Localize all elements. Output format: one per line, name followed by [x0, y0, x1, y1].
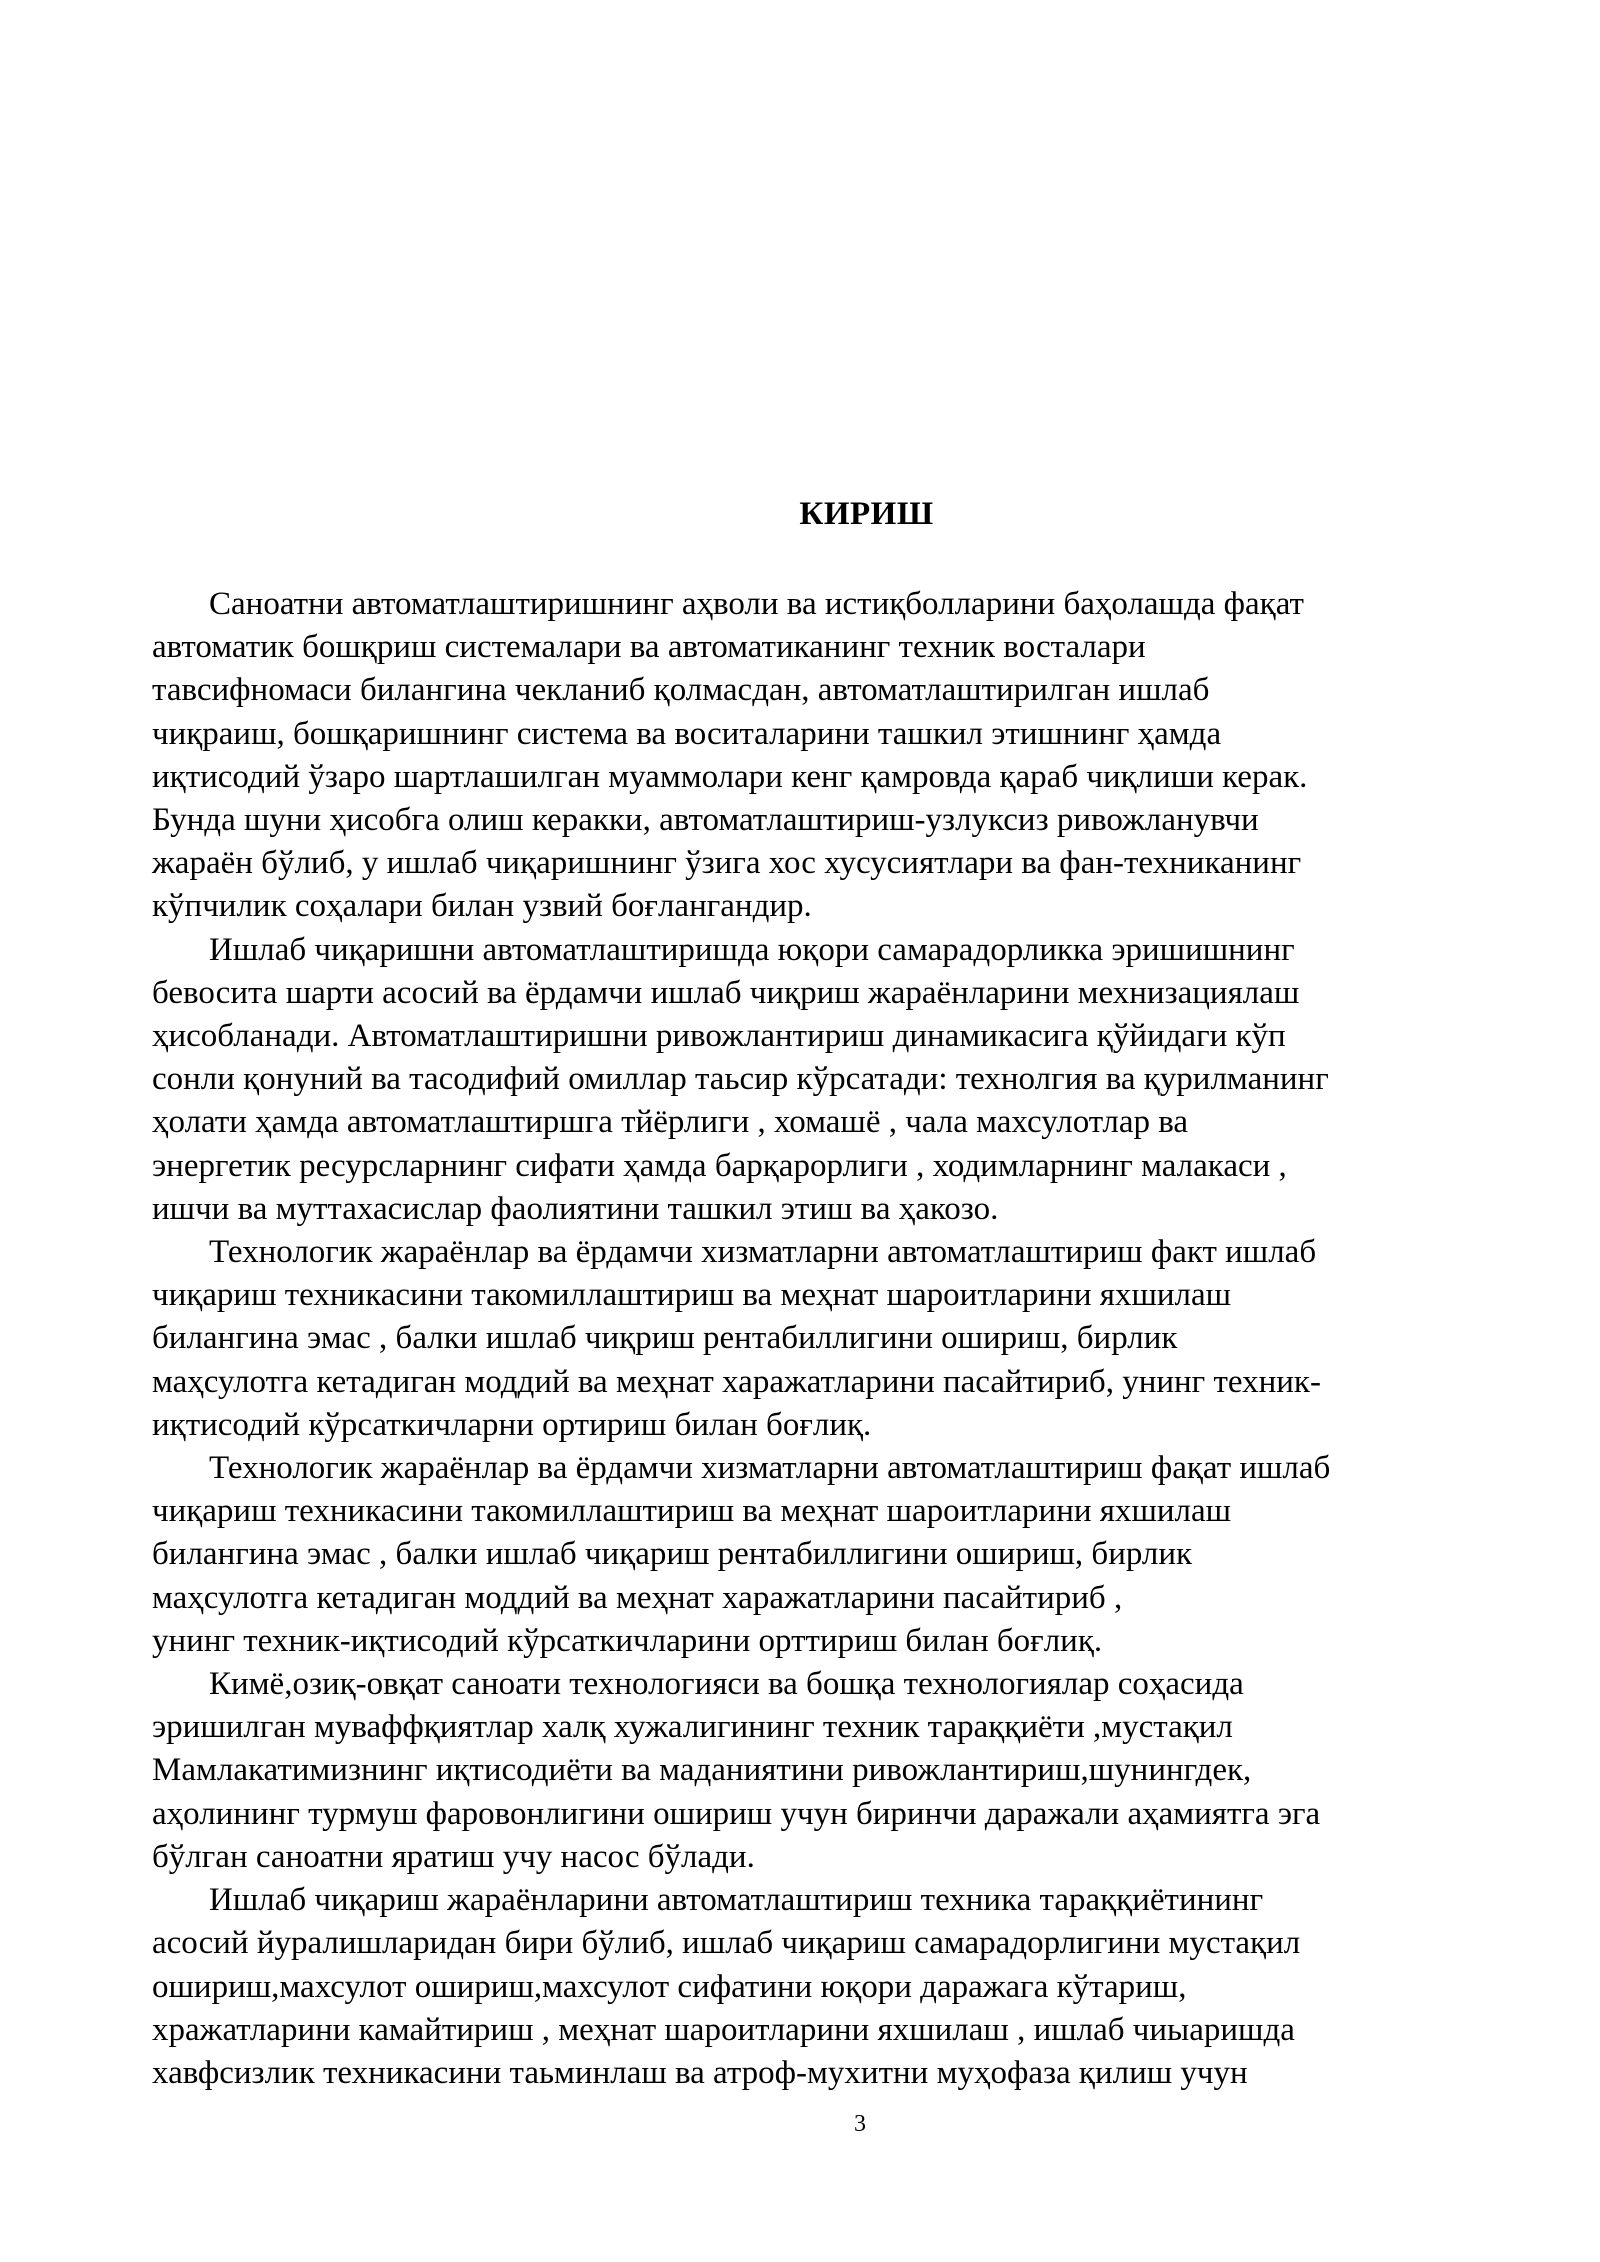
text-line: ҳисобланади. Автоматлаштиришни ривожлантириш динамикасига қўйидаги кўп — [152, 1018, 1286, 1055]
text-line: бўлган саноатни яратиш учу насос бўлади. — [152, 1838, 755, 1875]
text-line: ҳолати ҳамда автоматлаштиршга тйёрлиги , хомашё , чала махсулотлар ва — [152, 1104, 1189, 1141]
text-line: эришилган муваффқиятлар халқ хужалигининг техник тараққиёти ,мустақил — [152, 1709, 1233, 1746]
text-line: маҳсулотга кетадиган моддий ва меҳнат харажатларини пасайтириб, унинг техник- — [152, 1363, 1321, 1400]
text-line: Ишлаб чиқаришни автоматлаштиришда юқори самарадорликка эришишнинг — [209, 931, 1295, 968]
text-line: Технологик жараёнлар ва ёрдамчи хизматларни автоматлаштириш фақат ишлаб — [209, 1450, 1331, 1487]
page-title: КИРИШ — [799, 496, 934, 532]
text-line: иқтисодий ўзаро шартлашилган муаммолари кенг қамровда қараб чиқлиши керак. — [152, 758, 1308, 795]
text-line: сонли қонуний ва тасодифий омиллар таьсир кўрсатади: технолгия ва қурилманинг — [152, 1061, 1329, 1098]
text-line: унинг техник-иқтисодий кўрсаткичларини орттириш билан боғлиқ. — [152, 1622, 1103, 1659]
paragraph-6 — [152, 1879, 1500, 2095]
text-line: Кимё,озиқ-овқат саноати технологияси ва бошқа технологиялар соҳасида — [209, 1666, 1244, 1703]
text-line: чиқариш техникасини такомиллаштириш ва меҳнат шароитларини яхшилаш — [152, 1493, 1232, 1530]
body-text — [152, 583, 1500, 2095]
paragraph-2 — [152, 929, 1500, 1231]
text-line: ошириш,махсулот ошириш,махсулот сифатини юқори даражага кўтариш, — [152, 1968, 1187, 2005]
text-line: Ишлаб чиқариш жараёнларини автоматлаштириш техника тараққиётининг — [209, 1882, 1264, 1919]
text-line: иқтисодий кўрсаткичларни ортириш билан боғлиқ. — [152, 1406, 872, 1443]
paragraph-1 — [152, 583, 1500, 929]
text-line: билангина эмас , балки ишлаб чиқариш рентабиллигини ошириш, бирлик — [152, 1536, 1193, 1573]
text-line: тавсифномаси билангина чекланиб қолмасдан, автоматлаштирилган ишлаб — [152, 672, 1210, 709]
text-line: хавфсизлик техникасини таьминлаш ва атроф-мухитни муҳофаза қилиш учун — [152, 2054, 1248, 2091]
text-line: аҳолининг турмуш фаровонлигини ошириш учун биринчи даражали аҳамиятга эга — [152, 1795, 1321, 1832]
text-line: хражатларини камайтириш , меҳнат шароитларини яхшилаш , ишлаб чиыаришда — [152, 2011, 1295, 2048]
text-line: Мамлакатимизнинг иқтисодиёти ва маданиятини ривожлантириш,шунингдек, — [152, 1752, 1252, 1789]
text-line: Технологик жараёнлар ва ёрдамчи хизматларни автоматлаштириш факт ишлаб — [209, 1234, 1317, 1271]
text-line: чиқраиш, бошқаришнинг система ва воситаларини ташкил этишнинг ҳамда — [152, 715, 1222, 752]
text-line: энергетик ресурсларнинг сифати ҳамда барқарорлиги , ходимларнинг малакаси , — [152, 1147, 1287, 1184]
text-line: бевосита шарти асосий ва ёрдамчи ишлаб чиқриш жараёнларини мехнизациялаш — [152, 974, 1300, 1011]
paragraph-5 — [152, 1663, 1500, 1879]
text-line: чиқариш техникасини такомиллаштириш ва меҳнат шароитларини яхшилаш — [152, 1277, 1232, 1314]
text-line: автоматик бошқриш системалари ва автоматиканинг техник восталари — [152, 629, 1146, 666]
text-line: Бунда шуни ҳисобга олиш керакки, автоматлаштириш-узлуксиз ривожланувчи — [152, 802, 1259, 839]
paragraph-3 — [152, 1231, 1500, 1447]
text-line: маҳсулотга кетадиган моддий ва меҳнат харажатларини пасайтириб , — [152, 1579, 1123, 1616]
text-line: билангина эмас , балки ишлаб чиқриш рентабиллигини ошириш, бирлик — [152, 1320, 1178, 1357]
text-line: Саноатни автоматлаштиришнинг аҳволи ва истиқболларини баҳолашда фақат — [209, 586, 1304, 622]
page-number: 3 — [854, 2111, 866, 2137]
text-line: жараён бўлиб, у ишлаб чиқаришнинг ўзига хос хусусиятлари ва фан-техниканинг — [152, 845, 1302, 882]
text-line: ишчи ва муттахасислар фаолиятини ташкил этиш ва ҳакозо. — [152, 1190, 999, 1227]
paragraph-4 — [152, 1447, 1500, 1663]
text-line: кўпчилик соҳалари билан узвий боғлангандир. — [152, 888, 812, 925]
text-line: асосий йуралишларидан бири бўлиб, ишлаб чиқариш самарадорлигини мустақил — [152, 1925, 1301, 1962]
